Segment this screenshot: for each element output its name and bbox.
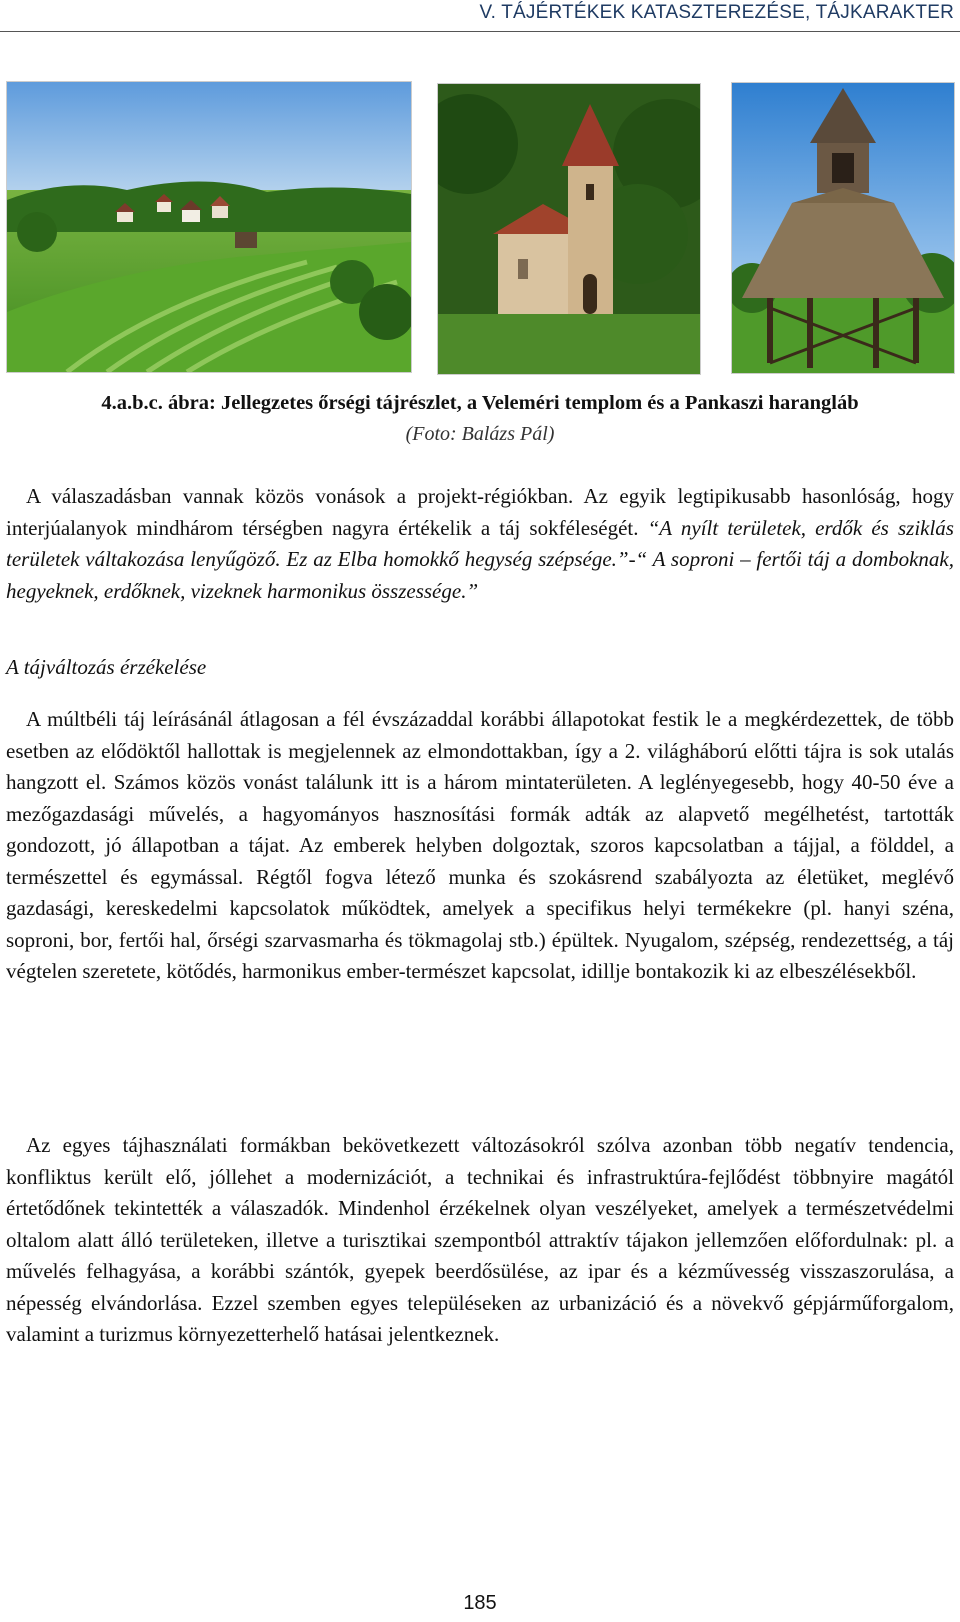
section-heading: A tájváltozás érzékelése bbox=[6, 655, 207, 679]
figure-photos bbox=[0, 81, 960, 373]
paragraph-past-landscape-text: A múltbéli táj leírásánál átlagosan a fél évszázaddal korábbi állapotokat festik le a megkérdezettek, de több esetben az elődöktől hallottak is megjelennek az elmondottakban, így a 2. világháború előtti tájra is sok utalás hangzott el. Számos közös vonást találunk itt is a három mintaterületen. A leglényegesebb, hogy 40-50 éve a mezőgazdasági művelés, a hagyományos hasznosítási formák adták az alapvető megélhetést, tartották gondozott, jó állapotban a tájat. Az emberek helyben dolgoztak, szoros kapcsolatban a tájjal, a földdel, a természettel és egymással. Régtől fogva létező munka és szokásrend szabályozta az életüket, meglévő gazdasági, kereskedelmi kapcsolatok működtek, amelyek a specifikus helyi termékekre (pl. hanyi széna, soproni, bor, fertői hal, őrségi szarvasmarha és tökmagolaj stb.) épültek. Nyugalom, szépség, rendezettség, a táj végtelen szeretete, kötődés, harmonikus ember-természet kapcsolat, idillje bontakozik ki az elbeszélésekből. bbox=[6, 707, 954, 983]
photo-credit: (Foto: Balázs Pál) bbox=[405, 423, 555, 445]
bell-tower-photo bbox=[731, 82, 955, 374]
paragraph-past-landscape bbox=[6, 704, 954, 988]
church-photo bbox=[437, 83, 701, 375]
paragraph-intro bbox=[6, 481, 954, 607]
header-divider bbox=[0, 31, 960, 32]
paragraph-intro-text: A válaszadásban vannak közös vonások a projekt-régiókban. Az egyik legtipikusabb hasonlóság, hogy interjúalanyok mindhárom térségben nagyra értékelik a táj sokféleségét. bbox=[6, 484, 954, 540]
paragraph-changes-text: Az egyes tájhasználati formákban bekövetkezett változásokról szólva azonban több negatív tendencia, konfliktus került elő, jóllehet a modernizációt, a technikai és infrastruktúra-fejlődést többnyire magától értetődőnek tekintették a válaszadók. Mindenhol érzékelnek olyan veszélyeket, amelyek a természetvédelmi oltalom alatt álló területeken, illetve a turisztikai szempontból attraktív tájakon jellemzően előfordulnak: pl. a művelés felhagyása, a korábbi szántók, gyepek beerdősülése, az ipar és a kézművesség visszaszorulása, a népesség elvándorlása. Ezzel szemben egyes településeken az urbanizáció és a növekvő gépjárműforgalom, valamint a turizmus környezetterhelő hatásai jelentkeznek. bbox=[6, 1133, 954, 1346]
interview-quote: “A nyílt területek, erdők és sziklás területek váltakozása lenyűgöző. Ez az Elba homokkő hegység szépsége.”-“ A soproni – fertői táj a domboknak, hegyeknek, erdőknek, vizeknek harmonikus összessége.” bbox=[6, 515, 954, 603]
landscape-photo bbox=[6, 81, 412, 373]
figure-caption: 4.a.b.c. ábra: Jellegzetes őrségi tájrészlet, a Veleméri templom és a Pankaszi harangláb bbox=[101, 392, 859, 414]
page-number: 185 bbox=[463, 1592, 497, 1614]
page-header bbox=[0, 0, 960, 30]
chapter-title: V. TÁJÉRTÉKEK KATASZTEREZÉSE, TÁJKARAKTER bbox=[479, 2, 954, 23]
paragraph-changes bbox=[6, 1130, 954, 1351]
